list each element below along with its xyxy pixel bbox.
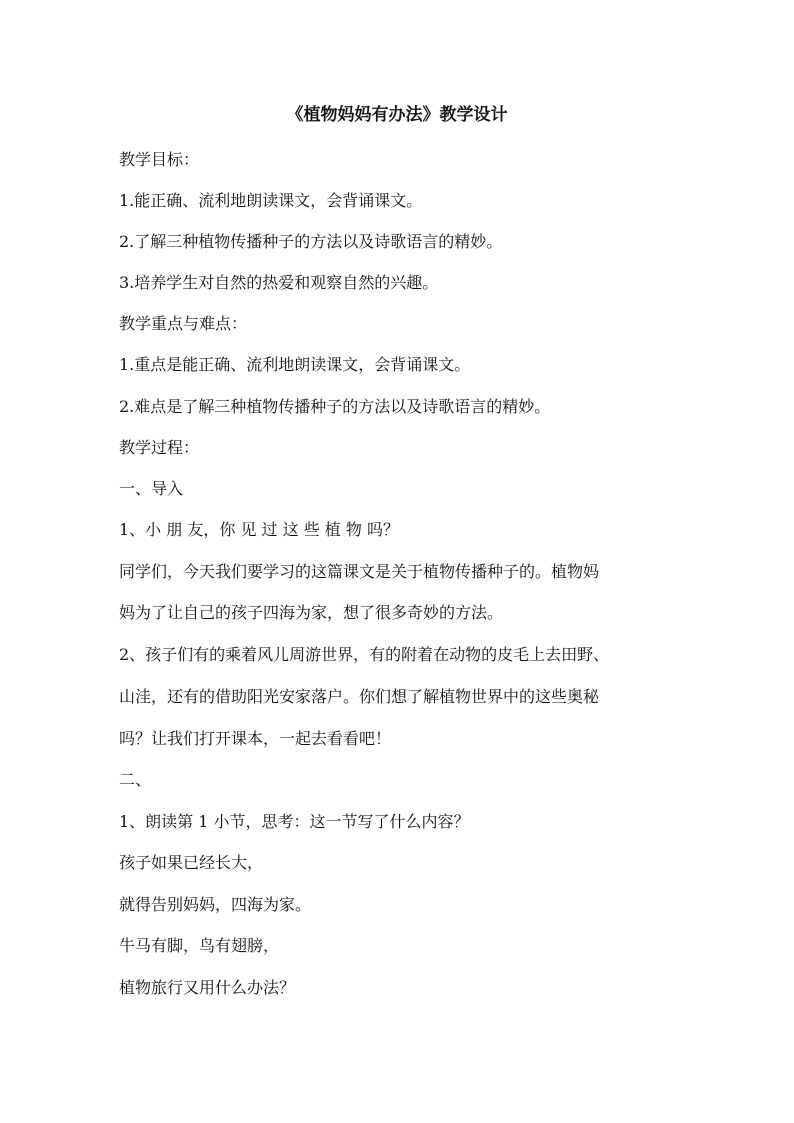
section-heading-key-points: 教学重点与难点：	[119, 314, 248, 333]
body-line: 1、朗读第 1 小节，思考：这一节写了什么内容？	[119, 812, 470, 831]
document-title: 《植物妈妈有办法》教学设计	[286, 105, 508, 125]
objective-line: 1.能正确、流利地朗读课文，会背诵课文。	[119, 191, 423, 210]
section-heading-process: 教学过程：	[119, 438, 200, 457]
poem-line: 孩子如果已经长大，	[119, 853, 264, 872]
body-line: 山洼，还有的借助阳光安家落户。你们想了解植物世界中的这些奥秘	[119, 687, 600, 706]
body-line: 2、孩子们有的乘着风儿周游世界，有的附着在动物的皮毛上去田野、	[119, 645, 610, 664]
body-line: 吗？让我们打开课本，一起去看看吧！	[119, 729, 392, 748]
objective-line: 2.了解三种植物传播种子的方法以及诗歌语言的精妙。	[119, 232, 503, 251]
poem-line: 就得告别妈妈，四海为家。	[119, 895, 312, 914]
subsection-heading-two: 二、	[119, 770, 152, 789]
body-line: 妈为了让自己的孩子四海为家，想了很多奇妙的方法。	[119, 603, 504, 622]
body-line: 同学们，今天我们要学习的这篇课文是关于植物传播种子的。植物妈	[119, 562, 600, 581]
poem-line: 牛马有脚，鸟有翅膀，	[119, 936, 280, 955]
key-point-line: 1.重点是能正确、流利地朗读课文，会背诵课文。	[119, 355, 471, 374]
key-point-line: 2.难点是了解三种植物传播种子的方法以及诗歌语言的精妙。	[119, 397, 551, 416]
poem-line: 植物旅行又用什么办法？	[119, 978, 296, 997]
subsection-heading-intro: 一、导入	[119, 479, 184, 498]
objective-line: 3.培养学生对自然的热爱和观察自然的兴趣。	[119, 273, 439, 292]
section-heading-objectives: 教学目标：	[119, 150, 200, 169]
body-line: 1、小 朋 友，你 见 过 这 些 植 物 吗？	[119, 520, 399, 539]
